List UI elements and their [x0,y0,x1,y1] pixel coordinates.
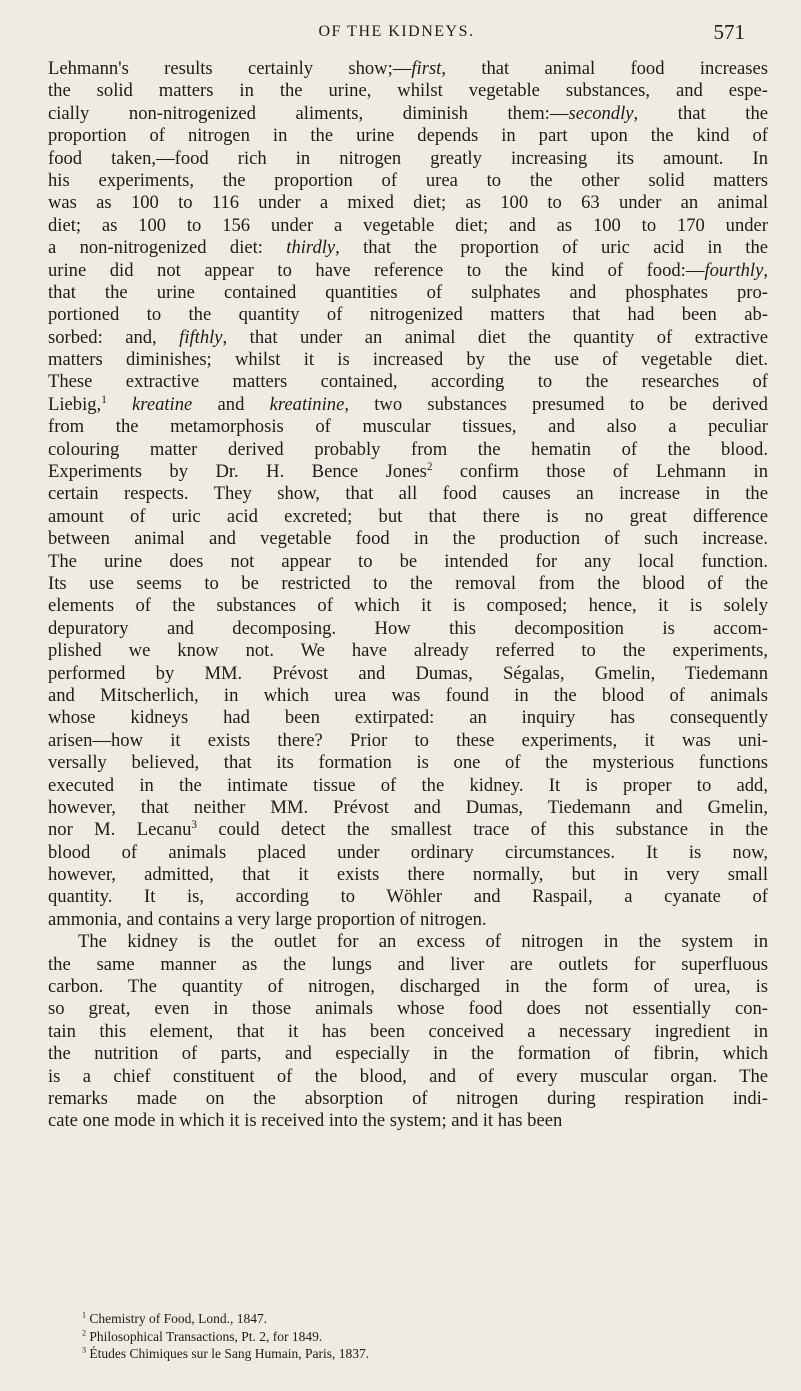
text-line: cially non-nitrogenized aliments, diminish them:—secondly, that the [48,102,768,124]
text-line: the same manner as the lungs and liver are outlets for superfluous [48,953,768,975]
body-text [48,58,768,1133]
text-line: is a chief constituent of the blood, and of every muscular organ. The [48,1065,768,1087]
text-line: The kidney is the outlet for an excess of nitrogen in the system in [78,931,768,953]
page-number: 571 [713,20,745,44]
text-line: versally believed, that its formation is one of the mysterious functions [48,752,768,774]
text-line: depuratory and decomposing. How this decomposition is accom- [48,617,768,639]
text-line: Its use seems to be restricted to the removal from the blood of the [48,572,768,594]
text-line: colouring matter derived probably from the hematin of the blood. [48,438,768,460]
text-line: Lehmann's results certainly show;—first, that animal food increases [48,58,768,79]
text-line: arisen—how it exists there? Prior to these experiments, it was uni- [48,729,768,751]
text-line: portioned to the quantity of nitrogenized matters that had been ab- [48,304,768,326]
text-line: remarks made on the absorption of nitrogen during respiration indi- [48,1087,768,1109]
text-line: sorbed: and, fifthly, that under an animal diet the quantity of extractive [48,326,769,348]
text-line: that the urine contained quantities of sulphates and phosphates pro- [48,281,768,303]
text-line: amount of uric acid excreted; but that there is no great difference [48,505,768,527]
text-line: diet; as 100 to 156 under a vegetable diet; and as 100 to 170 under [48,214,768,236]
text-line: from the metamorphosis of muscular tissues, and also a peculiar [48,416,768,438]
text-line: his experiments, the proportion of urea to the other solid matters [48,169,768,191]
text-line: food taken,—food rich in nitrogen greatly increasing its amount. In [48,147,768,169]
text-line: The urine does not appear to be intended for any local function. [48,550,768,572]
text-line: and Mitscherlich, in which urea was found in the blood of animals [48,684,768,706]
text-line: so great, even in those animals whose food does not essentially con- [48,998,768,1020]
text-line: the solid matters in the urine, whilst vegetable substances, and espe- [48,80,768,102]
footnote: $^2$ Philosophical Transactions, Pt. 2, for 1849. [82,1328,323,1344]
text-line: certain respects. They show, that all food causes an increase in the [48,483,768,505]
text-line: carbon. The quantity of nitrogen, discharged in the form of urea, is [48,976,768,998]
text-line: ammonia, and contains a very large proportion of nitrogen. [48,908,487,930]
text-line: however, that neither MM. Prévost and Dumas, Tiedemann and Gmelin, [48,796,768,818]
text-line: elements of the substances of which it is composed; hence, it is solely [48,595,768,617]
running-header [48,20,745,46]
text-line: whose kidneys had been extirpated: an inquiry has consequently [48,707,768,729]
footnotes [82,1310,762,1363]
footnote: $^1$ Chemistry of Food, Lond., 1847. [82,1310,268,1326]
text-line: a non-nitrogenized diet: thirdly, that the proportion of uric acid in the [48,237,768,259]
text-line: tain this element, that it has been conceived a necessary ingredient in [48,1020,768,1042]
text-line: matters diminishes; whilst it is increased by the use of vegetable diet. [48,349,768,371]
text-line: was as 100 to 116 under a mixed diet; as 100 to 63 under an animal [48,192,768,214]
text-line: quantity. It is, according to Wöhler and Raspail, a cyanate of [48,886,768,908]
text-line: cate one mode in which it is received into the system; and it has been [48,1110,563,1132]
text-line: urine did not appear to have reference to the kind of food:—fourthly, [48,259,768,281]
text-line: nor M. Lecanu$^3$ could detect the smallest trace of this substance in the [48,819,768,841]
text-line: Experiments by Dr. H. Bence Jones$^2$ confirm those of Lehmann in [48,460,768,483]
footnote: $^3$ Études Chimiques sur le Sang Humain, Paris, 1837. [82,1345,370,1361]
text-line: performed by MM. Prévost and Dumas, Ségalas, Gmelin, Tiedemann [48,662,768,684]
text-line: These extractive matters contained, according to the researches of [48,371,768,393]
text-line: however, admitted, that it exists there normally, but in very small [48,864,768,886]
text-line: the nutrition of parts, and especially in the formation of fibrin, which [48,1043,768,1065]
text-line: Liebig,$^1$ kreatine and kreatinine, two substances presumed to be derived [48,393,768,415]
text-line: between animal and vegetable food in the production of such increase. [48,528,768,550]
text-line: plished we know not. We have already referred to the experiments, [48,640,768,662]
text-line: proportion of nitrogen in the urine depends in part upon the kind of [48,125,768,147]
running-title: OF THE KIDNEYS. [318,23,475,40]
text-line: blood of animals placed under ordinary circumstances. It is now, [48,841,768,863]
text-line: executed in the intimate tissue of the kidney. It is proper to add, [48,774,768,796]
